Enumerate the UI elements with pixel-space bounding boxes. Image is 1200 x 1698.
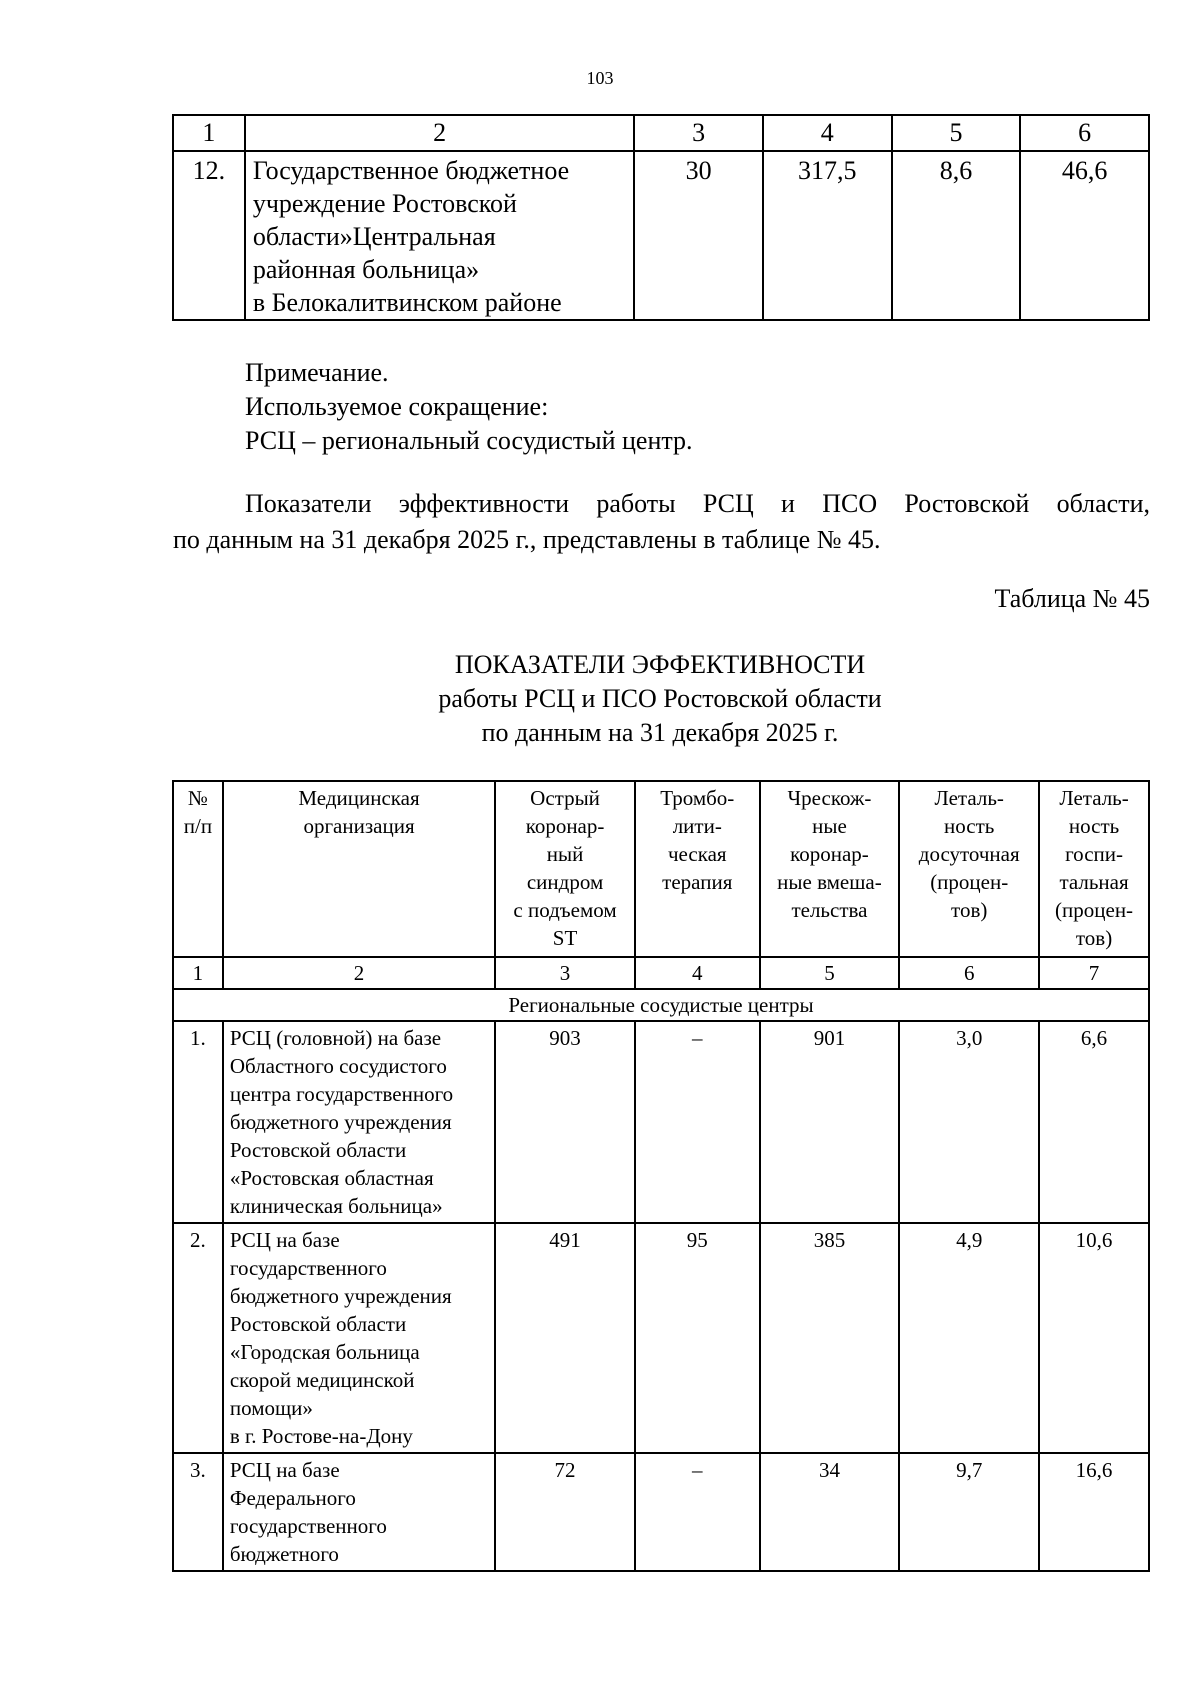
note-heading: Примечание. (245, 358, 389, 387)
table-row (173, 151, 1149, 320)
organization-name: РСЦ (головной) на базе Областного сосудистого центра государственного бюджетного учреждения Ростовской области «Ростовская областная клиническая больница» (223, 1021, 495, 1223)
header-cell: Острый коронар- ный синдром с подъемом ST (495, 781, 635, 957)
value-cell: 6,6 (1039, 1021, 1149, 1223)
note-abbreviation-label: Используемое сокращение: (245, 392, 549, 421)
value-cell: 901 (760, 1021, 900, 1223)
value-cell: 3,0 (899, 1021, 1039, 1223)
header-cell: Чрескож- ные коронар- ные вмеша- тельства (760, 781, 900, 957)
value-cell: 4,9 (899, 1223, 1039, 1453)
organization-name: РСЦ на базе Федерального государственного бюджетного (223, 1453, 495, 1571)
header-cell: Медицинская организация (223, 781, 495, 957)
column-number-cell: 5 (760, 957, 900, 989)
note-abbreviation: РСЦ – региональный сосудистый центр. (245, 426, 693, 455)
value-cell: 10,6 (1039, 1223, 1149, 1453)
value-cell: – (635, 1453, 760, 1571)
value-cell: 72 (495, 1453, 635, 1571)
column-number-cell: 4 (635, 957, 760, 989)
table-subtitle-date: по данным на 31 декабря 2025 г. (481, 718, 839, 747)
value-cell: 903 (495, 1021, 635, 1223)
header-cell: Леталь- ность досуточная (процен- тов) (899, 781, 1039, 957)
column-number-cell: 2 (245, 115, 634, 151)
header-row (173, 781, 1149, 957)
row-number: 1. (173, 1021, 223, 1223)
value-cell: 95 (635, 1223, 760, 1453)
continuation-table (172, 114, 1150, 321)
intro-paragraph (173, 486, 1150, 558)
column-number-row (173, 957, 1149, 989)
paragraph-line: Показатели эффективности работы РСЦ и ПСО Ростовской области, (245, 489, 1150, 518)
table-caption: Таблица № 45 (994, 584, 1150, 613)
row-number: 12. (173, 151, 245, 320)
table-row (173, 1021, 1149, 1223)
column-number-cell: 2 (223, 957, 495, 989)
value-cell: 385 (760, 1223, 900, 1453)
section-title: Региональные сосудистые центры (173, 989, 1149, 1021)
value-cell: 491 (495, 1223, 635, 1453)
value-cell: 34 (760, 1453, 900, 1571)
table-title: ПОКАЗАТЕЛИ ЭФФЕКТИВНОСТИ (454, 650, 866, 679)
column-number-cell: 5 (892, 115, 1021, 151)
value-cell: 9,7 (899, 1453, 1039, 1571)
table-subtitle: работы РСЦ и ПСО Ростовской области (438, 684, 882, 713)
page-number: 103 (586, 68, 614, 88)
value-cell: 30 (634, 151, 763, 320)
organization-name: Государственное бюджетное учреждение Ростовской области»Центральная районная больница» в Белокалитвинском районе (245, 151, 634, 320)
continuation-header-row (173, 115, 1149, 151)
column-number-cell: 1 (173, 115, 245, 151)
header-cell: № п/п (173, 781, 223, 957)
column-number-cell: 7 (1039, 957, 1149, 989)
table-row (173, 1223, 1149, 1453)
column-number-cell: 6 (1020, 115, 1149, 151)
value-cell: 317,5 (763, 151, 892, 320)
organization-name: РСЦ на базе государственного бюджетного учреждения Ростовской области «Городская больница скорой медицинской помощи» в г. Ростове-на-Дону (223, 1223, 495, 1453)
row-number: 3. (173, 1453, 223, 1571)
row-number: 2. (173, 1223, 223, 1453)
value-cell: 46,6 (1020, 151, 1149, 320)
table-row (173, 1453, 1149, 1571)
efficiency-table (172, 780, 1150, 1572)
column-number-cell: 1 (173, 957, 223, 989)
header-cell: Леталь- ность госпи- тальная (процен- тов) (1039, 781, 1149, 957)
value-cell: 8,6 (892, 151, 1021, 320)
value-cell: – (635, 1021, 760, 1223)
section-row (173, 989, 1149, 1021)
column-number-cell: 3 (495, 957, 635, 989)
column-number-cell: 3 (634, 115, 763, 151)
value-cell: 16,6 (1039, 1453, 1149, 1571)
column-number-cell: 6 (899, 957, 1039, 989)
header-cell: Тромбо- лити- ческая терапия (635, 781, 760, 957)
paragraph-line: по данным на 31 декабря 2025 г., представлены в таблице № 45. (173, 525, 881, 554)
column-number-cell: 4 (763, 115, 892, 151)
